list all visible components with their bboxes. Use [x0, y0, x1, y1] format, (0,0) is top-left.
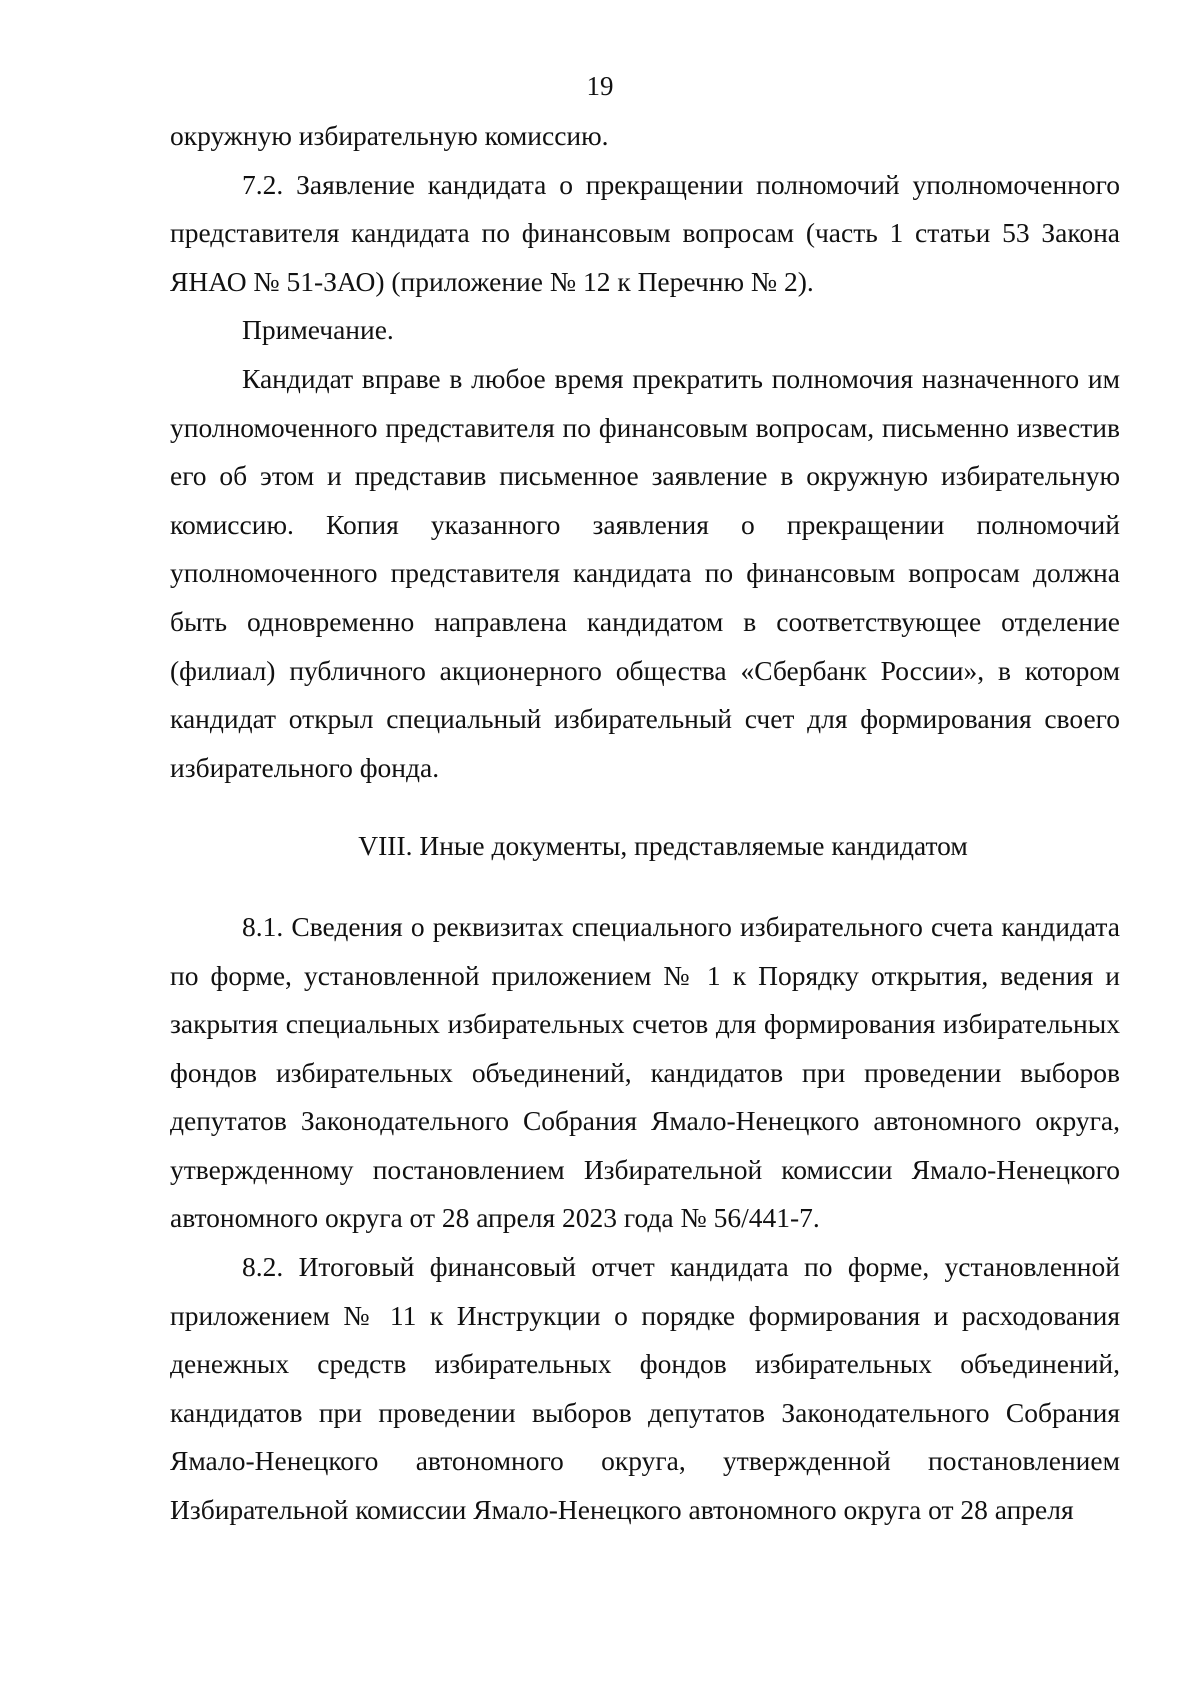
page-number: 19 — [586, 71, 614, 101]
document-body — [170, 112, 1120, 1535]
paragraph-8-2: 8.2. Итоговый финансовый отчет кандидата по форме, установленной приложением № 11 к Инструкции о порядке формирования и расходования денежных средств избирательных фондов избирательных объединений, кандидатов при проведении выборов депутатов Законодательного Собрания Ямало-Ненецкого автономного округа, утвержденной постановлением Избирательной комиссии Ямало-Ненецкого автономного округа от 28 апреля — [170, 1251, 1120, 1526]
note-paragraph: Кандидат вправе в любое время прекратить полномочия назначенного им уполномоченного представителя по финансовым вопросам, письменно известив его об этом и представив письменное заявление в окружную избирательную комиссию. Копия указанного заявления о прекращении полномочий уполномоченного представителя кандидата по финансовым вопросам должна быть одновременно направлена кандидатом в соответствующее отделение (филиал) публичного акционерного общества «Сбербанк России», в котором кандидат открыл специальный избирательный счет для формирования своего избирательного фонда. — [170, 362, 1120, 783]
continuation-paragraph: окружную избирательную комиссию. — [170, 120, 609, 151]
paragraph-7-2: 7.2. Заявление кандидата о прекращении полномочий уполномоченного представителя кандидата по финансовым вопросам (часть 1 статьи 53 Закона ЯНАО № 51-ЗАО) (приложение № 12 к Перечню № 2). — [170, 168, 1120, 297]
paragraph-8-1: 8.1. Сведения о реквизитах специального избирательного счета кандидата по форме, установленной приложением № 1 к Порядку открытия, ведения и закрытия специальных избирательных счетов для формирования избирательных фондов избирательных объединений, кандидатов при проведении выборов депутатов Законодательного Собрания Ямало-Ненецкого автономного округа, утвержденному постановлением Избирательной комиссии Ямало-Ненецкого автономного округа от 28 апреля 2023 года № 56/441-7. — [170, 910, 1120, 1234]
section-heading: VIII. Иные документы, представляемые кандидатом — [358, 830, 968, 862]
note-label: Примечание. — [242, 314, 394, 346]
